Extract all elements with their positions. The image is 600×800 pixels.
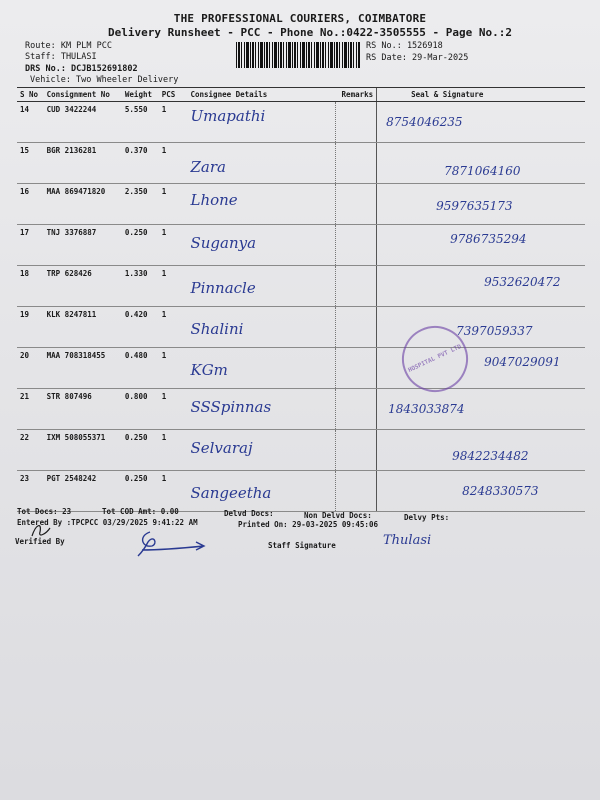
cell-consignee [187, 266, 335, 307]
col-header-remarks: Remarks [336, 88, 377, 102]
cell-sno: 16 [17, 184, 44, 225]
cell-pcs: 1 [159, 266, 188, 307]
consignee-handwriting: SSSpinnas [190, 398, 272, 416]
table-row [17, 184, 585, 225]
cell-weight: 2.350 [122, 184, 159, 225]
cell-consignee [187, 389, 335, 430]
consignee-handwriting: Pinnacle [190, 279, 256, 297]
cell-pcs: 1 [159, 143, 188, 184]
table-header-row [17, 88, 585, 102]
cell-consignment: TNJ 3376887 [44, 225, 122, 266]
consignee-handwriting: Zara [190, 158, 226, 176]
cell-pcs: 1 [159, 389, 188, 430]
cell-consignment: TRP 628426 [44, 266, 122, 307]
signature-handwriting: 9842234482 [452, 449, 529, 463]
cell-weight: 0.420 [122, 307, 159, 348]
route-label: Route: KM PLM PCC [25, 41, 112, 51]
cell-signature [377, 225, 585, 266]
cell-weight: 0.250 [122, 471, 159, 512]
cell-consignee [187, 102, 335, 143]
col-header-pcs: PCS [159, 88, 188, 102]
barcode-icon [236, 42, 360, 68]
signature-handwriting: 9532620472 [484, 275, 561, 289]
cell-weight: 1.330 [122, 266, 159, 307]
cell-remarks [336, 184, 377, 225]
total-cod-amount: Tot COD Amt: 0.00 [102, 507, 179, 516]
cell-remarks [336, 389, 377, 430]
cell-remarks [336, 266, 377, 307]
cell-sno: 23 [17, 471, 44, 512]
cell-pcs: 1 [159, 225, 188, 266]
table-row [17, 307, 585, 348]
consignee-handwriting: Selvaraj [190, 439, 253, 457]
signature-handwriting: 9047029091 [484, 355, 561, 369]
vehicle-label: Vehicle: Two Wheeler Delivery [30, 75, 179, 85]
cell-consignment: IXM 508055371 [44, 430, 122, 471]
verifier-signature-icon [136, 528, 208, 558]
printed-on: Printed On: 29-03-2025 09:45:06 [238, 520, 378, 529]
signature-handwriting: 9597635173 [436, 199, 513, 213]
cell-sno: 21 [17, 389, 44, 430]
cell-pcs: 1 [159, 102, 188, 143]
cell-sno: 22 [17, 430, 44, 471]
cell-sno: 14 [17, 102, 44, 143]
cell-consignee [187, 225, 335, 266]
company-title: THE PROFESSIONAL COURIERS, COIMBATORE [173, 12, 427, 25]
cell-consignment: MAA 869471820 [44, 184, 122, 225]
total-docs: Tot Docs: 23 [17, 507, 72, 516]
cell-remarks [336, 143, 377, 184]
non-delivered-docs: Non Delvd Docs: [304, 511, 372, 520]
staff-signature-handwriting: Thulasi [383, 533, 432, 548]
cell-signature [377, 266, 585, 307]
cell-weight: 5.550 [122, 102, 159, 143]
cell-consignee [187, 307, 335, 348]
cell-pcs: 1 [159, 184, 188, 225]
drs-number: DRS No.: DCJB152691802 [25, 64, 138, 74]
table-row [17, 348, 585, 389]
cell-sno: 17 [17, 225, 44, 266]
signature-handwriting: 8754046235 [386, 115, 463, 129]
table-row [17, 430, 585, 471]
delivery-points: Delvy Pts: [404, 513, 450, 522]
cell-pcs: 1 [159, 471, 188, 512]
signature-handwriting: 1843033874 [388, 402, 465, 416]
cell-remarks [336, 348, 377, 389]
cell-consignee [187, 348, 335, 389]
rs-number: RS No.: 1526918 [366, 41, 443, 51]
cell-consignment: PGT 2548242 [44, 471, 122, 512]
staff-label: Staff: THULASI [25, 52, 97, 62]
rs-date: RS Date: 29-Mar-2025 [366, 53, 469, 63]
signature-handwriting: 7871064160 [444, 164, 521, 178]
cell-pcs: 1 [159, 348, 188, 389]
consignee-handwriting: Shalini [190, 320, 244, 338]
col-header-signature: Seal & Signature [377, 88, 585, 102]
cell-weight: 0.250 [122, 430, 159, 471]
col-header-consignee: Consignee Details [187, 88, 335, 102]
cell-consignee [187, 184, 335, 225]
cell-consignment: BGR 2136281 [44, 143, 122, 184]
cell-consignment: STR 807496 [44, 389, 122, 430]
cell-remarks [336, 102, 377, 143]
cell-remarks [336, 471, 377, 512]
cell-weight: 0.250 [122, 225, 159, 266]
cell-sno: 20 [17, 348, 44, 389]
entry-signature-icon [28, 520, 52, 540]
table-row [17, 266, 585, 307]
cell-consignment: MAA 708318455 [44, 348, 122, 389]
cell-signature [377, 471, 585, 512]
table-row [17, 389, 585, 430]
table-row [17, 471, 585, 512]
delivered-docs: Delvd Docs: [224, 509, 274, 518]
cell-consignment: CUD 3422244 [44, 102, 122, 143]
runsheet-subtitle: Delivery Runsheet - PCC - Phone No.:0422-3505555 - Page No.:2 [108, 26, 512, 39]
cell-weight: 0.800 [122, 389, 159, 430]
col-header-sno: S No [17, 88, 44, 102]
col-header-consignment: Consignment No [44, 88, 122, 102]
cell-sno: 18 [17, 266, 44, 307]
consignee-handwriting: KGm [190, 361, 228, 379]
verified-by: Verified By [15, 537, 65, 546]
table-row [17, 225, 585, 266]
cell-consignee [187, 143, 335, 184]
cell-signature [377, 430, 585, 471]
consignee-handwriting: Sangeetha [190, 484, 272, 502]
cell-pcs: 1 [159, 430, 188, 471]
hospital-stamp: HOSPITAL PVT LTD [391, 315, 479, 403]
entered-by: Entered By :TPCPCC 03/29/2025 9:41:22 AM [17, 518, 198, 527]
cell-consignment: KLK 8247811 [44, 307, 122, 348]
cell-pcs: 1 [159, 307, 188, 348]
signature-handwriting: 7397059337 [456, 324, 533, 338]
cell-signature [377, 143, 585, 184]
table-row [17, 102, 585, 143]
cell-remarks [336, 225, 377, 266]
table-row [17, 143, 585, 184]
consignee-handwriting: Umapathi [190, 107, 266, 125]
cell-signature [377, 102, 585, 143]
cell-consignee [187, 430, 335, 471]
staff-signature-label: Staff Signature [268, 541, 336, 550]
cell-remarks [336, 307, 377, 348]
signature-handwriting: 8248330573 [462, 484, 539, 498]
cell-weight: 0.480 [122, 348, 159, 389]
cell-signature [377, 184, 585, 225]
runsheet-table [17, 87, 585, 512]
cell-sno: 19 [17, 307, 44, 348]
consignee-handwriting: Suganya [190, 234, 257, 252]
signature-handwriting: 9786735294 [450, 232, 527, 246]
col-header-weight: Weight [122, 88, 159, 102]
cell-consignee [187, 471, 335, 512]
cell-weight: 0.370 [122, 143, 159, 184]
consignee-handwriting: Lhone [190, 191, 238, 209]
cell-remarks [336, 430, 377, 471]
cell-sno: 15 [17, 143, 44, 184]
cell-signature [377, 389, 585, 430]
